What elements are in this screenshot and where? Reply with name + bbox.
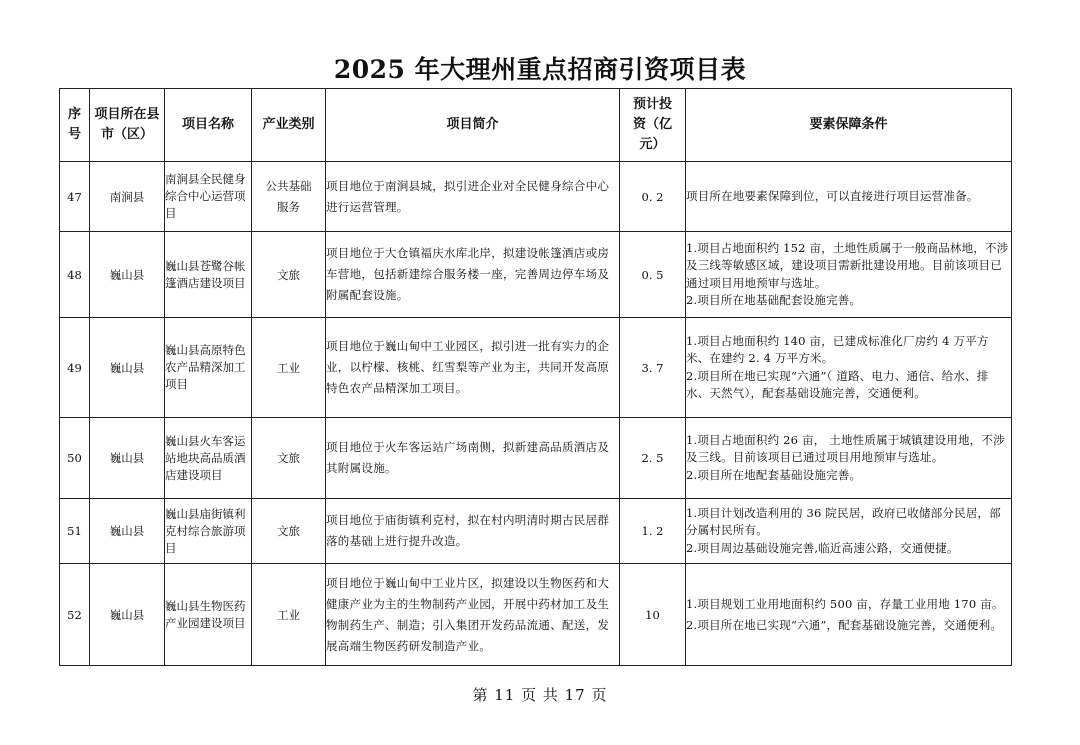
row-seq: 48 (60, 232, 90, 318)
header-industry: 产业类别 (252, 89, 326, 162)
row-investment: 2. 5 (620, 418, 686, 499)
row-county: 巍山县 (90, 418, 165, 499)
row-investment: 0. 5 (620, 232, 686, 318)
row-industry: 文旅 (252, 499, 326, 564)
row-investment: 1. 2 (620, 499, 686, 564)
row-industry: 公共基础服务 (252, 162, 326, 232)
row-county: 南涧县 (90, 162, 165, 232)
page-number-footer: 第 11 页 共 17 页 (472, 686, 608, 704)
page-title: 2025 年大理州重点招商引资项目表 (333, 55, 747, 84)
project-table (59, 88, 1012, 666)
row-investment: 10 (620, 564, 686, 666)
row-seq: 50 (60, 418, 90, 499)
row-seq: 49 (60, 318, 90, 418)
row-intro: 项目地位于大仓镇福庆水库北岸，拟建设帐篷酒店或房车营地，包括新建综合服务楼一座，完善周边停车场及附属配套设施。 (326, 232, 620, 318)
row-seq: 52 (60, 564, 90, 666)
row-industry: 工业 (252, 564, 326, 666)
row-industry: 工业 (252, 318, 326, 418)
row-intro: 项目地位于庙街镇利克村，拟在村内明清时期古民居群落的基础上进行提升改造。 (326, 499, 620, 564)
condition-line: 1.项目占地面积约 140 亩，已建成标准化厂房约 4 万平方米、在建约 2. 4 万平方米。 (686, 333, 989, 365)
row-industry: 文旅 (252, 418, 326, 499)
row-county: 巍山县 (90, 499, 165, 564)
table-row (60, 232, 1012, 318)
row-conditions (686, 564, 1012, 666)
row-conditions (686, 418, 1012, 499)
row-county: 巍山县 (90, 564, 165, 666)
condition-line: 1.项目占地面积约 152 亩，土地性质属于一般商品林地，不涉及三线等敏感区域，建设项目需新批建设用地。目前该项目已通过项目用地预审与选址。 (686, 240, 1009, 290)
row-intro: 项目地位于火车客运站广场南侧，拟新建高品质酒店及其附属设施。 (326, 418, 620, 499)
condition-line: 2.项目所在地配套基础设施完善。 (686, 467, 862, 482)
table-row (60, 318, 1012, 418)
header-conditions: 要素保障条件 (686, 89, 1012, 162)
row-industry: 文旅 (252, 232, 326, 318)
row-investment: 0. 2 (620, 162, 686, 232)
condition-line: 1.项目计划改造利用的 36 院民居，政府已收储部分民居，部分属村民所有。 (686, 505, 1001, 538)
header-intro: 项目简介 (326, 89, 620, 162)
table-header-row (60, 89, 1012, 162)
row-project-name: 巍山县庙街镇利克村综合旅游项目 (165, 499, 252, 564)
table-row (60, 499, 1012, 564)
header-name: 项目名称 (165, 89, 252, 162)
table-row (60, 564, 1012, 666)
row-project-name: 南涧县全民健身综合中心运营项目 (165, 162, 252, 232)
condition-line: 2.项目周边基础设施完善,临近高速公路，交通便捷。 (686, 540, 959, 555)
row-intro: 项目地位于巍山甸中工业园区，拟引进一批有实力的企业，以柠檬、核桃、红雪梨等产业为主，共同开发高原特色农产品精深加工项目。 (326, 318, 620, 418)
header-county: 项目所在县市（区） (90, 89, 165, 162)
condition-line: 项目所在地要素保障到位，可以直接进行项目运营准备。 (686, 189, 979, 203)
condition-line: 2.项目所在地已实现“六通”（ 道路、电力、通信、给水、排水、天然气），配套基础设施完善，交通便利。 (686, 368, 989, 400)
row-county: 巍山县 (90, 318, 165, 418)
row-seq: 51 (60, 499, 90, 564)
row-county: 巍山县 (90, 232, 165, 318)
condition-line: 1.项目规划工业用地面积约 500 亩，存量工业用地 170 亩。 (686, 596, 1004, 611)
row-conditions (686, 318, 1012, 418)
row-intro: 项目地位于巍山甸中工业片区，拟建设以生物医药和大健康产业为主的生物制药产业园，开展中药材加工及生物制药生产、制造；引入集团开发药品流通、配送，发展高端生物医药研发制造产业。 (326, 564, 620, 666)
header-investment: 预计投资（亿元） (620, 89, 686, 162)
row-conditions (686, 499, 1012, 564)
row-conditions (686, 232, 1012, 318)
condition-line: 2.项目所在地已实现“六通”，配套基础设施完善，交通便利。 (686, 617, 1003, 632)
row-conditions (686, 162, 1012, 232)
row-project-name: 巍山县苍鹭谷帐篷酒店建设项目 (165, 232, 252, 318)
row-investment: 3. 7 (620, 318, 686, 418)
row-intro: 项目地位于南涧县城，拟引进企业对全民健身综合中心进行运营管理。 (326, 162, 620, 232)
row-seq: 47 (60, 162, 90, 232)
condition-line: 1.项目占地面积约 26 亩， 土地性质属于城镇建设用地，不涉及三线。目前该项目已通过项目用地预审与选址。 (686, 432, 1005, 465)
header-seq: 序号 (60, 89, 90, 162)
table-row (60, 418, 1012, 499)
condition-line: 2.项目所在地基础配套设施完善。 (686, 293, 862, 307)
row-project-name: 巍山县高原特色农产品精深加工项目 (165, 318, 252, 418)
row-project-name: 巍山县火车客运站地块高品质酒店建设项目 (165, 418, 252, 499)
row-project-name: 巍山县生物医药产业园建设项目 (165, 564, 252, 666)
table-row (60, 162, 1012, 232)
